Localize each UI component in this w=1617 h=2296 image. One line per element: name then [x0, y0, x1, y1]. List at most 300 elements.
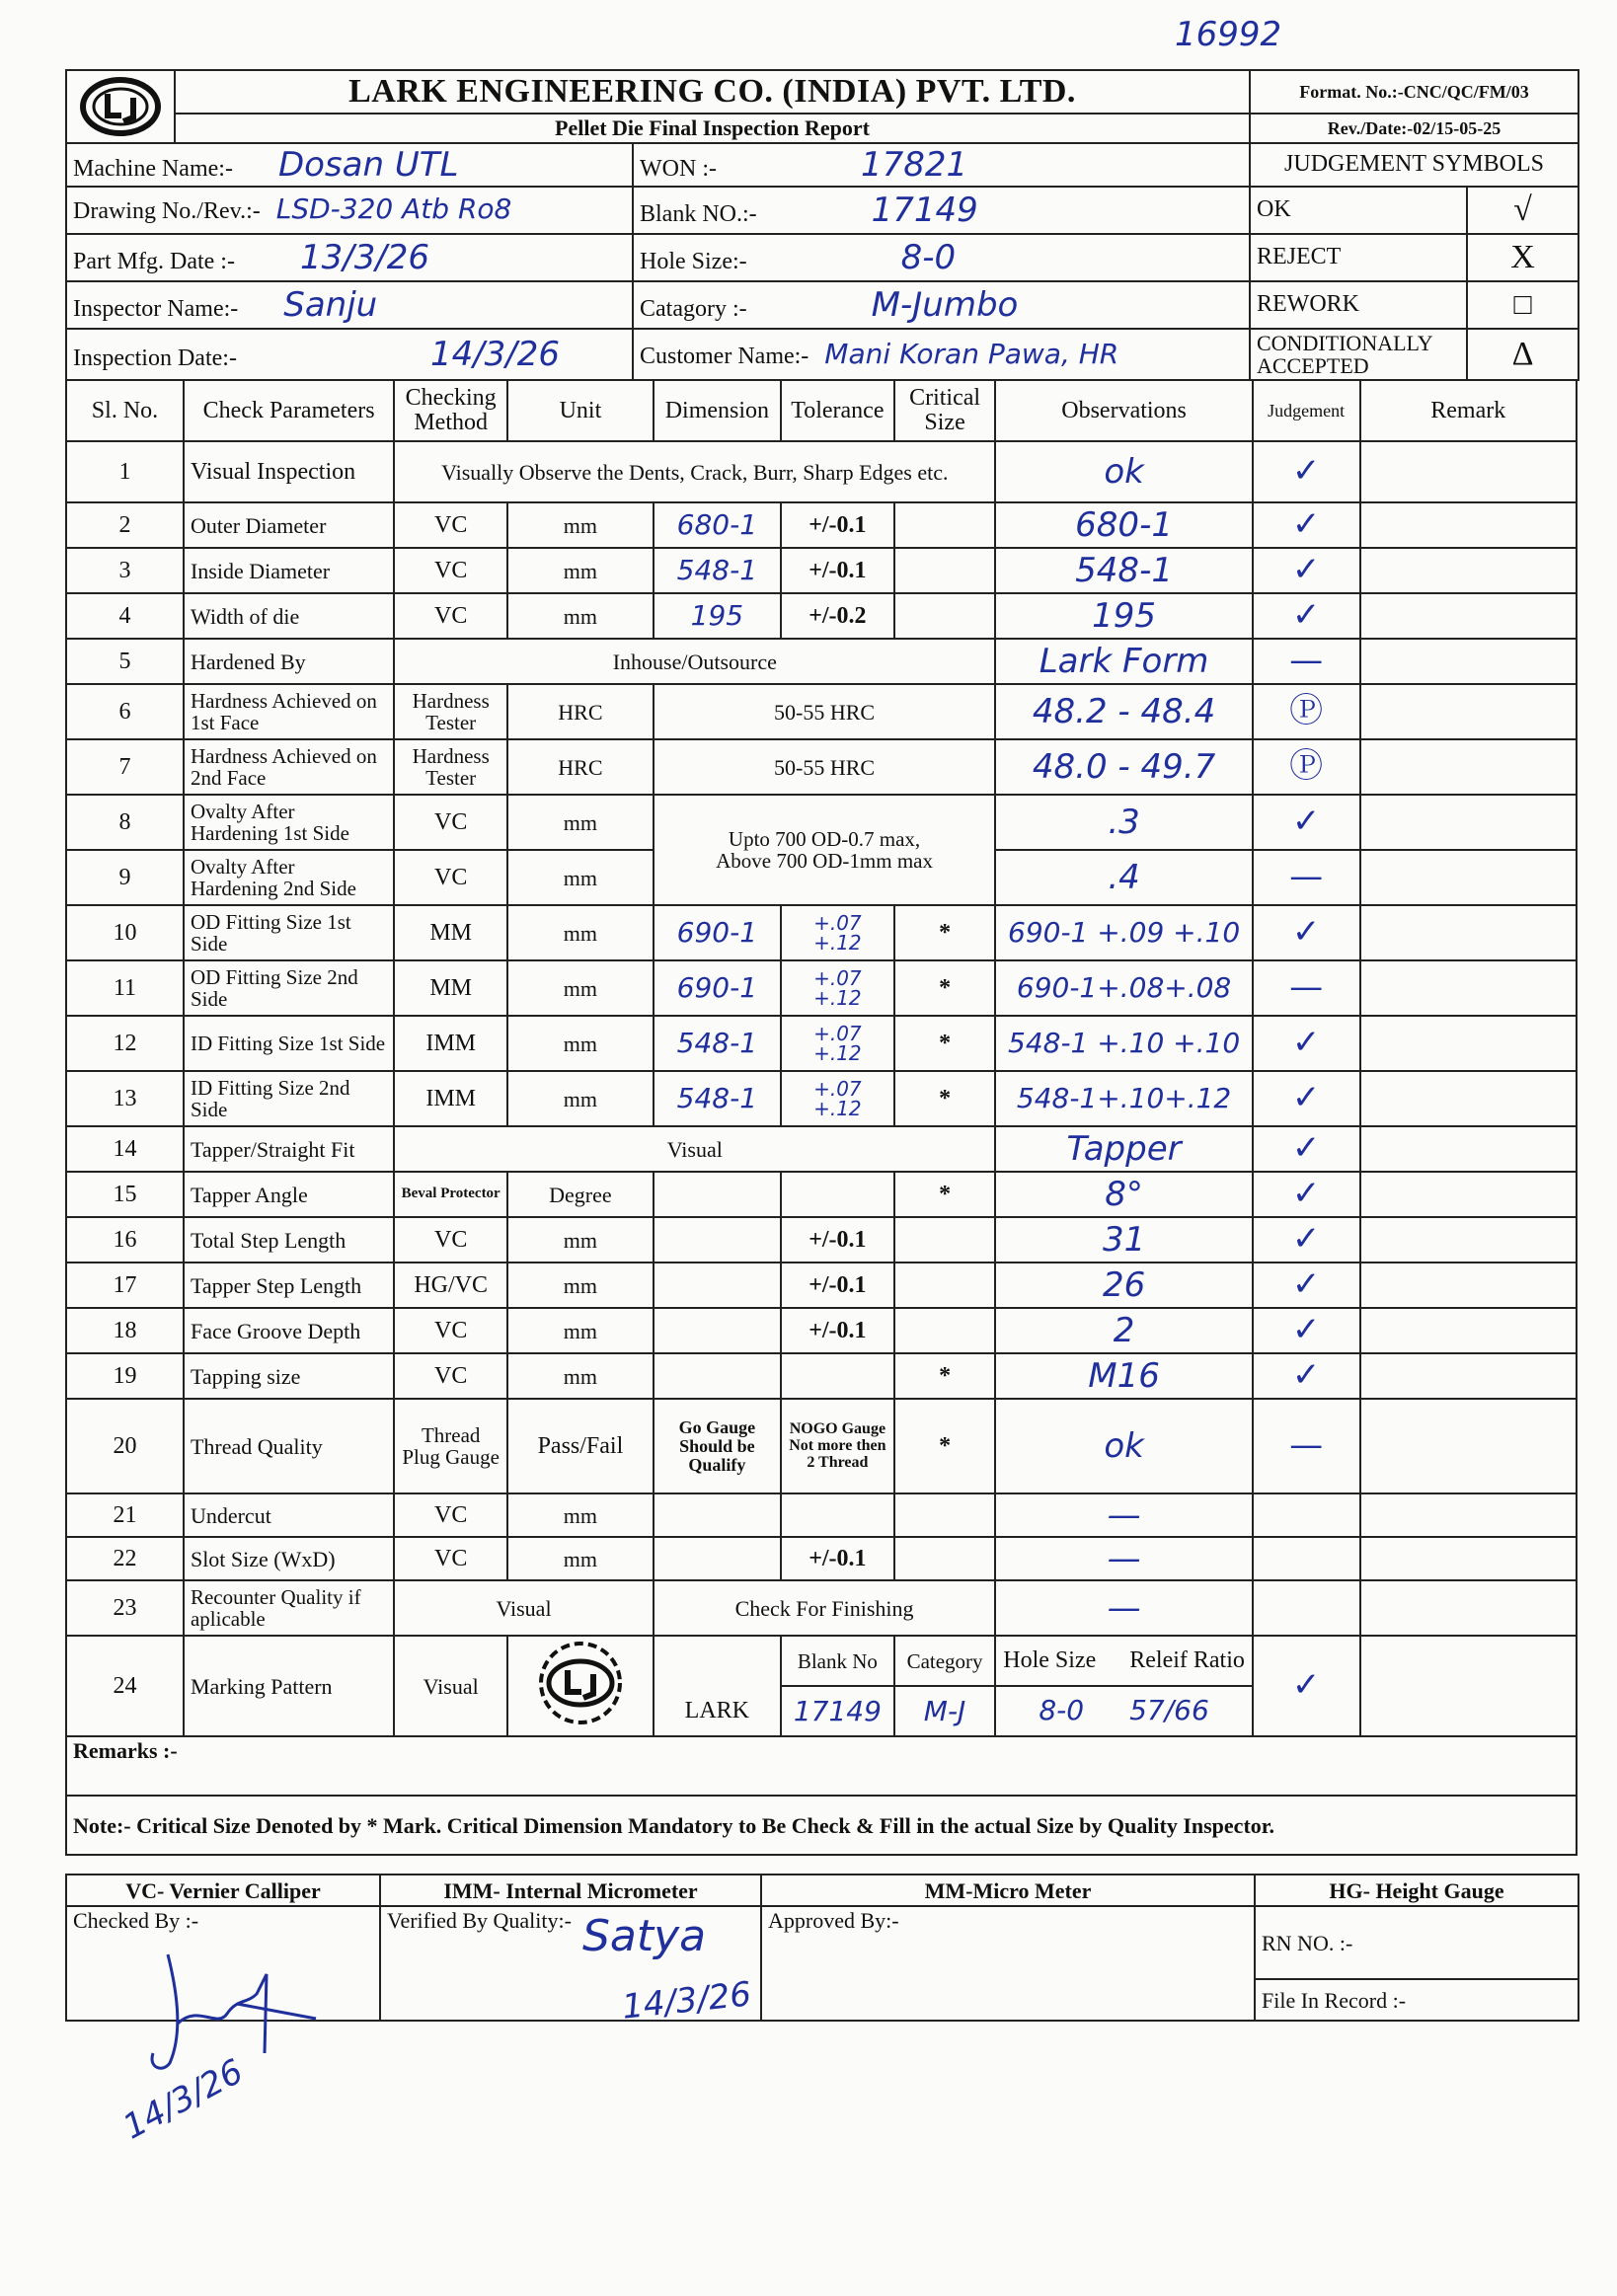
row-sl: 8: [66, 795, 184, 850]
row-tolerance: [781, 1172, 894, 1217]
row-method: VC: [394, 1353, 507, 1399]
row-method: MM: [394, 905, 507, 960]
row-param: Total Step Length: [184, 1217, 394, 1263]
checked-by-label: Checked By :-: [66, 1906, 380, 2021]
marking-method: Visual: [394, 1636, 507, 1736]
marking-remark: [1360, 1636, 1578, 1736]
marking-lark-text: LARK: [654, 1686, 781, 1736]
table-row: [66, 1217, 1577, 1263]
row-tolerance: +.07 +.12: [781, 960, 894, 1016]
marking-category-label: Category: [894, 1636, 996, 1686]
row-dimension: 548-1: [654, 1071, 781, 1126]
row-method: HG/VC: [394, 1263, 507, 1308]
lark-gear-logo-icon: [516, 1639, 645, 1727]
machine-name-label: Machine Name:-: [73, 155, 233, 182]
row-tolerance: +/-0.1: [781, 1263, 894, 1308]
row-sl: 5: [66, 639, 184, 684]
row-observation: M16: [995, 1353, 1252, 1399]
row-sl: 2: [66, 502, 184, 548]
row-method: Beval Protector: [394, 1172, 507, 1217]
marking-hole-value: 8-0: [1039, 1694, 1085, 1727]
row-tolerance: [781, 1353, 894, 1399]
marking-blank-value: 17149: [781, 1686, 894, 1736]
row-method: IMM: [394, 1016, 507, 1071]
row-judgement: ✓: [1253, 1071, 1360, 1126]
row-span-text: Visually Observe the Dents, Crack, Burr, Sharp Edges etc.: [394, 441, 995, 502]
table-row: [66, 684, 1577, 739]
row-remark: [1360, 593, 1578, 639]
symbol-label-rework: REWORK: [1250, 281, 1467, 329]
row-dimension: 680-1: [654, 502, 781, 548]
row-sl: 13: [66, 1071, 184, 1126]
insp-date-value: 14/3/26: [429, 335, 561, 374]
table-row: [66, 441, 1577, 502]
table-row: [66, 1016, 1577, 1071]
marking-hole-relief-values: [995, 1686, 1252, 1736]
row-dimension: [654, 1263, 781, 1308]
table-row: [66, 1308, 1577, 1353]
ok-symbol-icon: √: [1467, 187, 1578, 234]
row-remark: [1360, 1071, 1578, 1126]
row-observation: 2: [995, 1308, 1252, 1353]
row-judgement: ✓: [1253, 795, 1360, 850]
drawing-value: LSD-320 Atb Ro8: [275, 192, 512, 226]
rn-no-label: RN NO. :-: [1255, 1906, 1578, 1979]
marking-logo: [507, 1636, 654, 1736]
row-param: Ovalty After Hardening 1st Side: [184, 795, 394, 850]
row-observation: —: [995, 1537, 1252, 1580]
inspector-value: Sanju: [283, 284, 378, 325]
legend-imm: IMM- Internal Micrometer: [380, 1875, 761, 1906]
customer-value: Mani Koran Pawa, HR: [824, 337, 1119, 370]
row-remark: [1360, 502, 1578, 548]
row-tolerance: +.07 +.12: [781, 905, 894, 960]
row-unit: mm: [507, 502, 654, 548]
part-mfg-value: 13/3/26: [299, 237, 430, 277]
row-remark: [1360, 1353, 1578, 1399]
row-sl: 22: [66, 1537, 184, 1580]
info-table: [65, 142, 1579, 381]
row-tolerance: [781, 1493, 894, 1537]
row-critical: [894, 1263, 996, 1308]
row-judgement: [1253, 1493, 1360, 1537]
row-observation: 690-1 +.09 +.10: [995, 905, 1252, 960]
row-critical: *: [894, 960, 996, 1016]
table-row: [66, 593, 1577, 639]
row-remark: [1360, 1580, 1578, 1636]
row-method: Visual: [394, 1580, 654, 1636]
table-row: [66, 739, 1577, 795]
machine-name-cell: [66, 143, 633, 187]
row-observation: ok: [995, 441, 1252, 502]
row-unit: mm: [507, 1537, 654, 1580]
row-tolerance: +/-0.1: [781, 1308, 894, 1353]
row-observation: 548-1 +.10 +.10: [995, 1016, 1252, 1071]
row-sl: 9: [66, 850, 184, 905]
marking-relief-value: 57/66: [1129, 1694, 1209, 1727]
part-mfg-label: Part Mfg. Date :-: [73, 248, 235, 274]
symbol-label-conditional: CONDITIONALLY ACCEPTED: [1250, 329, 1467, 380]
row-remark: [1360, 1016, 1578, 1071]
row-dimension: [654, 1537, 781, 1580]
ovalty-spec: Upto 700 OD-0.7 max, Above 700 OD-1mm max: [654, 795, 996, 905]
row-critical: *: [894, 1353, 996, 1399]
row-unit: mm: [507, 1071, 654, 1126]
hole-value: 8-0: [900, 237, 957, 277]
row-sl: 10: [66, 905, 184, 960]
row-remark: [1360, 1537, 1578, 1580]
row-unit: mm: [507, 1353, 654, 1399]
row-dimension: 548-1: [654, 548, 781, 593]
row-judgement: —: [1253, 960, 1360, 1016]
row-judgement: —: [1253, 639, 1360, 684]
marking-param: Marking Pattern: [184, 1636, 394, 1736]
row-sl: 23: [66, 1580, 184, 1636]
row-param: OD Fitting Size 2nd Side: [184, 960, 394, 1016]
row-dimension: [654, 1493, 781, 1537]
row-remark: [1360, 739, 1578, 795]
row-param: Recounter Quality if aplicable: [184, 1580, 394, 1636]
row-sl: 18: [66, 1308, 184, 1353]
row-remark: [1360, 1263, 1578, 1308]
drawing-cell: [66, 187, 633, 234]
row-remark: [1360, 1217, 1578, 1263]
customer-cell: [633, 329, 1250, 380]
customer-label: Customer Name:-: [640, 343, 809, 369]
row-param: Hardness Achieved on 1st Face: [184, 684, 394, 739]
verified-signature-date: 14/3/26: [620, 1974, 753, 2028]
row-observation: Tapper: [995, 1126, 1252, 1172]
row-param: OD Fitting Size 1st Side: [184, 905, 394, 960]
row-remark: [1360, 1308, 1578, 1353]
row-method: Thread Plug Gauge: [394, 1399, 507, 1493]
row-method: IMM: [394, 1071, 507, 1126]
part-mfg-cell: [66, 234, 633, 281]
row-judgement: —: [1253, 1399, 1360, 1493]
row-remark: [1360, 1493, 1578, 1537]
row-unit: Pass/Fail: [507, 1399, 654, 1493]
row-method: VC: [394, 850, 507, 905]
row-judgement: ✓: [1253, 1217, 1360, 1263]
row-spec: 50-55 HRC: [654, 739, 996, 795]
row-remark: [1360, 905, 1578, 960]
blank-value: 17149: [871, 190, 978, 230]
row-sl: 11: [66, 960, 184, 1016]
row-observation: 690-1+.08+.08: [995, 960, 1252, 1016]
row-param: Tapper Angle: [184, 1172, 394, 1217]
table-row: [66, 1172, 1577, 1217]
legend-hg: HG- Height Gauge: [1255, 1875, 1578, 1906]
verified-signature-name: Satya: [582, 1911, 707, 1961]
row-method: Hardness Tester: [394, 684, 507, 739]
marking-judgement: ✓: [1253, 1636, 1360, 1736]
row-param: Hardened By: [184, 639, 394, 684]
row-unit: mm: [507, 1016, 654, 1071]
drawing-label: Drawing No./Rev.:-: [73, 198, 261, 225]
symbol-label-reject: REJECT: [1250, 234, 1467, 281]
row-unit: mm: [507, 1263, 654, 1308]
row-remark: [1360, 1399, 1578, 1493]
row-tolerance: +/-0.1: [781, 548, 894, 593]
row-sl: 20: [66, 1399, 184, 1493]
col-param: Check Parameters: [184, 380, 394, 441]
blank-label: Blank NO.:-: [640, 200, 757, 227]
row-sl: 21: [66, 1493, 184, 1537]
category-label: Catagory :-: [640, 295, 747, 322]
col-unit: Unit: [507, 380, 654, 441]
company-name: LARK ENGINEERING CO. (INDIA) PVT. LTD.: [175, 70, 1250, 114]
report-title: Pellet Die Final Inspection Report: [175, 114, 1250, 143]
row-sl: 14: [66, 1126, 184, 1172]
table-row: [66, 502, 1577, 548]
inspection-table: [65, 379, 1578, 1856]
row-unit: HRC: [507, 684, 654, 739]
row-judgement: ✓: [1253, 502, 1360, 548]
table-row: [66, 795, 1577, 850]
row-observation: 8°: [995, 1172, 1252, 1217]
row-remark: [1360, 639, 1578, 684]
table-row: [66, 1263, 1577, 1308]
table-row: [66, 905, 1577, 960]
col-remark: Remark: [1360, 380, 1578, 441]
row-span-text: Inhouse/Outsource: [394, 639, 995, 684]
row-tolerance: +.07 +.12: [781, 1071, 894, 1126]
col-dimension: Dimension: [654, 380, 781, 441]
hole-cell: [633, 234, 1250, 281]
row-observation: —: [995, 1580, 1252, 1636]
marking-category-value: M-J: [894, 1686, 996, 1736]
category-value: M-Jumbo: [871, 284, 1019, 325]
row-dimension: 548-1: [654, 1016, 781, 1071]
row-critical: [894, 593, 996, 639]
row-method: VC: [394, 1308, 507, 1353]
won-label: WON :-: [640, 155, 717, 182]
remarks-label: Remarks :-: [66, 1736, 1577, 1796]
row-param: Slot Size (WxD): [184, 1537, 394, 1580]
inspection-rows: [66, 441, 1577, 1855]
row-param: Tapping size: [184, 1353, 394, 1399]
row-judgement: ✓: [1253, 1263, 1360, 1308]
row-param: ID Fitting Size 2nd Side: [184, 1071, 394, 1126]
row-remark: [1360, 795, 1578, 850]
row-judgement: ✓: [1253, 593, 1360, 639]
legend-vc: VC- Vernier Calliper: [66, 1875, 380, 1906]
row-param: Ovalty After Hardening 2nd Side: [184, 850, 394, 905]
row-critical: [894, 1537, 996, 1580]
won-cell: [633, 143, 1250, 187]
row-observation: 548-1: [995, 548, 1252, 593]
format-number: Format. No.:-CNC/QC/FM/03: [1250, 70, 1578, 114]
row-unit: mm: [507, 795, 654, 850]
row-critical: *: [894, 1399, 996, 1493]
row-sl: 4: [66, 593, 184, 639]
row-remark: [1360, 960, 1578, 1016]
row-dimension: [654, 1308, 781, 1353]
row-param: Inside Diameter: [184, 548, 394, 593]
row-dimension: [654, 1353, 781, 1399]
row-unit: mm: [507, 850, 654, 905]
row-remark: [1360, 548, 1578, 593]
row-tolerance: +/-0.1: [781, 502, 894, 548]
row-critical: [894, 502, 996, 548]
row-observation: 31: [995, 1217, 1252, 1263]
row-sl: 3: [66, 548, 184, 593]
row-dimension: Go Gauge Should be Qualify: [654, 1399, 781, 1493]
row-param: Outer Diameter: [184, 502, 394, 548]
row-tolerance: +/-0.1: [781, 1537, 894, 1580]
row-method: VC: [394, 502, 507, 548]
row-judgement: ✓: [1253, 1353, 1360, 1399]
verified-by-label: Verified By Quality:-: [380, 1906, 761, 2021]
row-unit: mm: [507, 1217, 654, 1263]
row-unit: HRC: [507, 739, 654, 795]
row-remark: [1360, 1126, 1578, 1172]
reject-symbol-icon: X: [1467, 234, 1578, 281]
row-sl: 15: [66, 1172, 184, 1217]
row-judgement: Ⓟ: [1253, 684, 1360, 739]
note-row: [66, 1796, 1577, 1855]
row-param: Face Groove Depth: [184, 1308, 394, 1353]
row-spec: Check For Finishing: [654, 1580, 996, 1636]
row-unit: Degree: [507, 1172, 654, 1217]
row-observation: 26: [995, 1263, 1252, 1308]
machine-name-value: Dosan UTL: [277, 144, 459, 185]
row-unit: mm: [507, 960, 654, 1016]
col-judgement: Judgement: [1253, 380, 1360, 441]
row-param: Tapper/Straight Fit: [184, 1126, 394, 1172]
row-sl: 1: [66, 441, 184, 502]
row-unit: mm: [507, 593, 654, 639]
remarks-row: [66, 1736, 1577, 1796]
row-dimension: 195: [654, 593, 781, 639]
table-row: [66, 960, 1577, 1016]
row-judgement: Ⓟ: [1253, 739, 1360, 795]
approved-by-label: Approved By:-: [761, 1906, 1255, 2021]
row-dimension: 690-1: [654, 905, 781, 960]
marking-blank-label: Blank No: [781, 1636, 894, 1686]
row-dimension: 690-1: [654, 960, 781, 1016]
row-param: Width of die: [184, 593, 394, 639]
legend-mm: MM-Micro Meter: [761, 1875, 1255, 1906]
row-unit: mm: [507, 1493, 654, 1537]
row-method: VC: [394, 593, 507, 639]
col-sl: Sl. No.: [66, 380, 184, 441]
row-method: VC: [394, 548, 507, 593]
col-critical: Critical Size: [894, 380, 996, 441]
insp-date-cell: [66, 329, 633, 380]
row-sl: 12: [66, 1016, 184, 1071]
table-row: [66, 1071, 1577, 1126]
row-observation: —: [995, 1493, 1252, 1537]
row-judgement: [1253, 1537, 1360, 1580]
row-judgement: ✓: [1253, 441, 1360, 502]
blank-cell: [633, 187, 1250, 234]
checked-signature-date: 14/3/26: [116, 2051, 250, 2148]
row-unit: mm: [507, 1308, 654, 1353]
marking-hole-label: Hole Size: [1003, 1647, 1097, 1674]
table-row: [66, 1493, 1577, 1537]
row-param: ID Fitting Size 1st Side: [184, 1016, 394, 1071]
file-in-record-label: File In Record :-: [1255, 1979, 1578, 2021]
row-tolerance: NOGO Gauge Not more then 2 Thread: [781, 1399, 894, 1493]
row-param: Undercut: [184, 1493, 394, 1537]
table-row: [66, 1126, 1577, 1172]
won-value: 17821: [860, 144, 968, 185]
row-sl: 6: [66, 684, 184, 739]
row-judgement: ✓: [1253, 1016, 1360, 1071]
row-tolerance: +.07 +.12: [781, 1016, 894, 1071]
inspector-label: Inspector Name:-: [73, 295, 239, 322]
category-cell: [633, 281, 1250, 329]
marking-row: [66, 1636, 1577, 1686]
row-param: Hardness Achieved on 2nd Face: [184, 739, 394, 795]
row-observation: ok: [995, 1399, 1252, 1493]
row-span-text: Visual: [394, 1126, 995, 1172]
row-sl: 16: [66, 1217, 184, 1263]
row-sl: 19: [66, 1353, 184, 1399]
table-row: [66, 1399, 1577, 1493]
row-method: MM: [394, 960, 507, 1016]
rework-symbol-icon: □: [1467, 281, 1578, 329]
row-observation: 548-1+.10+.12: [995, 1071, 1252, 1126]
row-observation: 680-1: [995, 502, 1252, 548]
row-sl: 7: [66, 739, 184, 795]
row-param: Tapper Step Length: [184, 1263, 394, 1308]
row-observation: .3: [995, 795, 1252, 850]
hole-label: Hole Size:-: [640, 248, 747, 274]
row-method: VC: [394, 1537, 507, 1580]
row-observation: 195: [995, 593, 1252, 639]
symbol-label-ok: OK: [1250, 187, 1467, 234]
row-judgement: ✓: [1253, 548, 1360, 593]
col-tolerance: Tolerance: [781, 380, 894, 441]
company-logo: [66, 70, 175, 143]
row-remark: [1360, 684, 1578, 739]
row-judgement: ✓: [1253, 905, 1360, 960]
insp-date-label: Inspection Date:-: [73, 345, 237, 371]
row-remark: [1360, 441, 1578, 502]
col-observations: Observations: [995, 380, 1252, 441]
judgement-symbols-title: JUDGEMENT SYMBOLS: [1250, 143, 1578, 187]
col-method: Checking Method: [394, 380, 507, 441]
row-unit: mm: [507, 548, 654, 593]
table-row: [66, 639, 1577, 684]
row-remark: [1360, 850, 1578, 905]
row-param: Visual Inspection: [184, 441, 394, 502]
row-critical: [894, 1308, 996, 1353]
marking-lark-top: [654, 1636, 781, 1686]
row-judgement: ✓: [1253, 1308, 1360, 1353]
row-judgement: ✓: [1253, 1172, 1360, 1217]
marking-sl: 24: [66, 1636, 184, 1736]
row-critical: *: [894, 1172, 996, 1217]
row-dimension: [654, 1172, 781, 1217]
row-judgement: —: [1253, 850, 1360, 905]
row-judgement: ✓: [1253, 1126, 1360, 1172]
row-method: VC: [394, 1217, 507, 1263]
header-table: [65, 69, 1579, 144]
row-critical: *: [894, 905, 996, 960]
row-critical: [894, 1493, 996, 1537]
document-number: 16992: [1175, 15, 1282, 54]
row-tolerance: +/-0.2: [781, 593, 894, 639]
row-spec: 50-55 HRC: [654, 684, 996, 739]
critical-note: Note:- Critical Size Denoted by * Mark. Critical Dimension Mandatory to Be Check & Fill in the actual Size by Quality Inspector.: [66, 1796, 1577, 1855]
row-sl: 17: [66, 1263, 184, 1308]
rev-date: Rev./Date:-02/15-05-25: [1250, 114, 1578, 143]
lark-logo-icon: [78, 76, 163, 137]
row-observation: 48.0 - 49.7: [995, 739, 1252, 795]
